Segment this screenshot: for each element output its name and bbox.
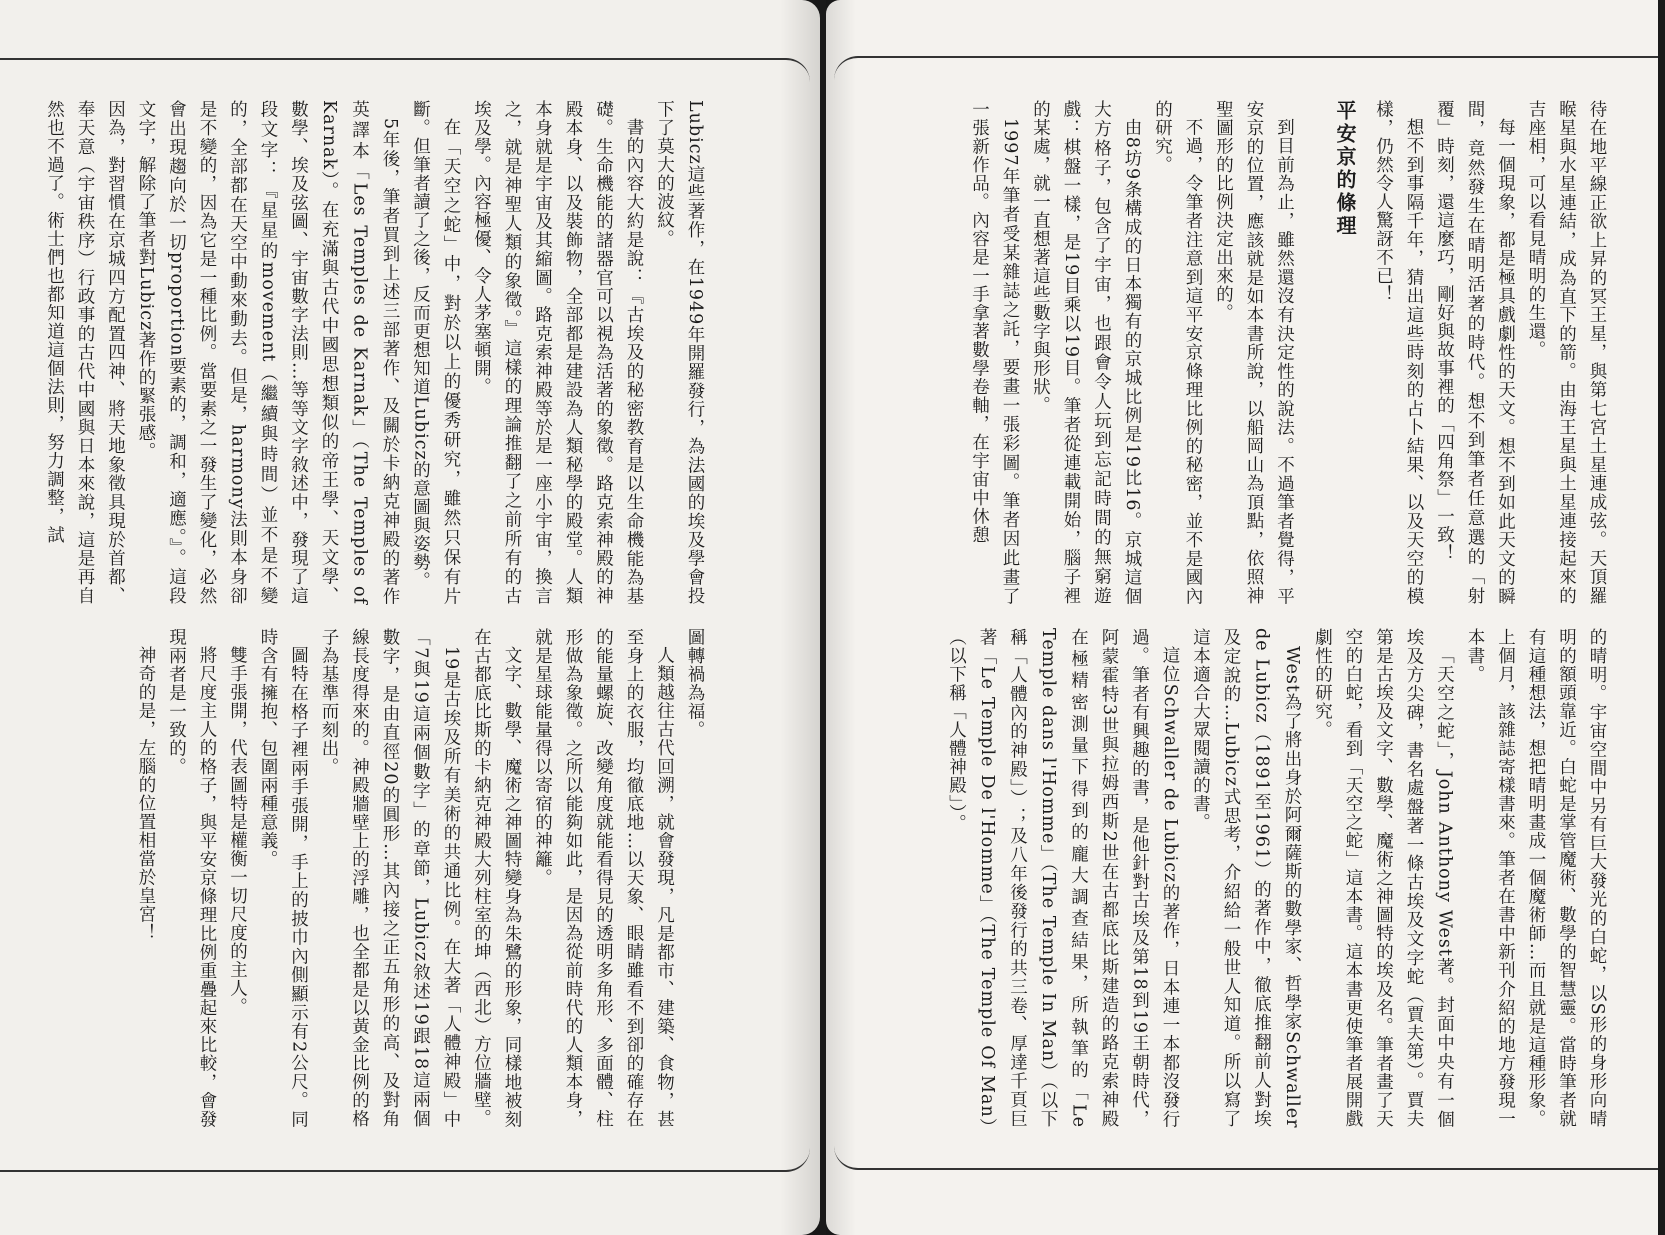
right-lower-p1: 「天空之蛇」，John Anthony West著。封面中央有一個埃及方尖碑，書名處盤著一條古埃及文字蛇（賈夫第）。賈夫第是古埃及文字、數學、魔術之神圖特的埃及名。筆者畫了天空的白蛇，看到「天空之蛇」這本書。這本書更使筆者展開戲劇性的研究。 (1312, 628, 1455, 1128)
right-lower-text (946, 628, 1612, 1128)
left-upper-p0: Lubicz這些著作，在1949年開羅發行，為法國的埃及學會投下了莫大的波紋。 (654, 100, 705, 605)
right-upper-text (840, 100, 1612, 605)
left-lower-text (38, 628, 710, 1128)
left-lower-p0: 圖轉禍為福。 (685, 628, 705, 739)
left-upper-text (38, 100, 710, 605)
left-lower-p5: 雙手張開，代表圖特是權衡一切尺度的主人。 (227, 645, 248, 1016)
left-lower-p3: 19是古埃及所有美術的共通比例。在大著「人體神殿」中「7與19這兩個數字」的章節，Lubicz敘述19跟18這兩個數字，是由直徑20的圓形…其內接之正五角形的高、及對角線長度得來的。神殿牆壁上的浮雕，也全都是以黃金比例的格子為基準而刻出。 (319, 628, 461, 1128)
right-upper-a-p2: 想不到事隔千年，猜出這些時刻的占卜結果、以及天空的模樣，仍然令人驚訝不已！ (1373, 100, 1424, 605)
left-lower-p7: 神奇的是，左腦的位置相當於皇宮！ (136, 645, 156, 942)
left-lower-p6: 將尺度主人的格子，與平安京條理比例重疊起來比較，會發現兩者是一致的。 (166, 628, 217, 1128)
right-upper-b-p0: 到目前為止，雖然還沒有決定性的說法。不過筆者覺得，平安京的位置，應該就是如本書所說，以船岡山為頂點，依照神聖圖形的比例決定出來的。 (1213, 100, 1295, 605)
left-page (0, 0, 820, 1235)
left-top-rule (0, 58, 810, 88)
left-upper-p2: 在「天空之蛇」中，對於以上的優秀研究，雖然只保有片斷。但筆者讀了之後，反而更想知道Lubicz的意圖與姿勢。 (410, 100, 461, 605)
right-upper-b-p2: 由8坊9条構成的日本獨有的京城比例是19比16。京城這個大方格子，包含了宇宙，也跟會令人玩到忘記時間的無窮遊戲：棋盤一樣，是19目乘以19目。筆者從連載開始，腦子裡的某處，就一直想著這些數字與形狀。 (1030, 100, 1142, 605)
left-bottom-rule (0, 1142, 810, 1172)
right-lower-p0: 的晴明。宇宙空間中另有巨大發光的白蛇，以S形的身形向晴明的額頭靠近。白蛇是掌管魔術、數學的智慧靈。當時筆者就有這種想法，想把晴明畫成一個魔術師…而且就是這種形象。上個月，該雜誌寄樣書來。筆者在書中新刊介紹的地方發現一本書。 (1465, 628, 1607, 1128)
right-upper-a-p0: 待在地平線正欲上昇的冥王星，與第七宮土星連成弦。天頂羅睺星與水星連結，成為直下的箭。由海王星與土星連接起來的吉座相，可以看見晴明的生還。 (1526, 100, 1607, 605)
right-upper-b-p1: 不過，令筆者注意到這平安京條理比例的秘密，並不是國內的研究。 (1152, 100, 1203, 605)
right-lower-p2: West為了將出身於阿爾薩斯的數學家、哲學家Schwaller de Lubicz（1891至1961）的著作中，徹底推翻前人對埃及定說的…Lubicz式思考，介紹給一般世人知道。所以寫了這本適合大眾閱讀的書。 (1190, 628, 1302, 1128)
section-heading: 平安京的條理 (1333, 100, 1357, 238)
left-upper-p4: 因為，對習慣在京城四方配置四神、將天地象徵具現於首都、奉天意（宇宙秩序）行政事的古代中國與日本來說，這是再自然也不過了。術士們也都知道這個法則，努力調整，試 (44, 100, 126, 605)
right-lower-p3: 這位Schwaller de Lubicz的著作，日本連一本都沒發行過。筆者有興趣的書，是他針對古埃及第18到19王朝時代，阿蒙霍特3世與拉姆西斯2世在古都底比斯建造的路克索神殿在極精密測量下得到的龐大調查結果，所執筆的「Le Temple dans l'Homme」（The Temple In Man）（以下稱「人體內的神殿」）；及八年後發行的共三卷、厚達千頁巨著「Le Temple De l'Homme」（The Temple Of Man）（以下稱「人體神殿」）。 (946, 628, 1180, 1128)
right-page (826, 0, 1658, 1235)
right-upper-a-p1: 每一個現象，都是極具戲劇性的天文。想不到如此天文的瞬間，竟然發生在晴明活著的時代。想不到筆者任意選的「射覆」時刻，還這麼巧，剛好與故事裡的「四角祭」一致！ (1434, 100, 1516, 605)
right-top-rule (834, 56, 1658, 86)
left-gutter-shade (780, 0, 820, 1235)
left-lower-p1: 人類越往古代回溯，就會發現，凡是都市、建築、食物，甚至身上的衣服，均徹底地…以天象、眼睛雖看不到卻的確存在的能量螺旋、改變角度就能看得見的透明多角形、多面體、柱形做為象徵。之所以能夠如此，是因為從前時代的人類本身，就是星球能量得以寄宿的神籬。 (532, 628, 675, 1128)
left-lower-p4: 圖特在格子裡兩手張開，手上的披巾內側顯示有2公尺。同時含有擁抱、包圍兩種意義。 (258, 628, 309, 1128)
left-upper-p1: 書的內容大約是說：『古埃及的秘密教育是以生命機能為基礎。生命機能的諸器官可以視為活著的象徵。路克索神殿的神殿本身、以及裝飾物，全部都是建設為人類秘學的殿堂。人類本身就是宇宙及其縮圖。路克索神殿等於是一座小宇宙，換言之，就是神聖人類的象徵。』這樣的理論推翻了之前所有的古埃及學。內容極優、令人茅塞頓開。 (471, 100, 644, 605)
left-lower-p2: 文字、數學、魔術之神圖特變身為朱鷺的形象，同樣地被刻在古都底比斯的卡納克神殿大列柱室的坤（西北）方位牆壁。 (471, 628, 522, 1128)
right-upper-b-p3: 1997年筆者受某雜誌之託，要畫一張彩圖。筆者因此畫了一張新作品。內容是一手拿著數學卷軸，在宇宙中休憩 (969, 100, 1020, 605)
left-upper-p3: 5年後，筆者買到上述三部著作、及關於卡納克神殿的著作英譯本「Les Temples de Karnak」（The Temples of Karnak）。在充滿與古代中國思想類似的帝王學、天文學、數學、埃及弦圖、宇宙數字法則…等等文字敘述中，發現了這段文字：『星星的movement（繼續與時間）並不是不變的，全部都在天空中動來動去。但是，harmony法則本身卻是不變的，因為它是一種比例。當要素之一發生了變化，必然會出現趨向於一切proportion要素的，調和，適應。』。這段文字，解除了筆者對Lubicz著作的緊張感。 (136, 100, 400, 605)
right-bottom-rule (834, 1140, 1658, 1170)
